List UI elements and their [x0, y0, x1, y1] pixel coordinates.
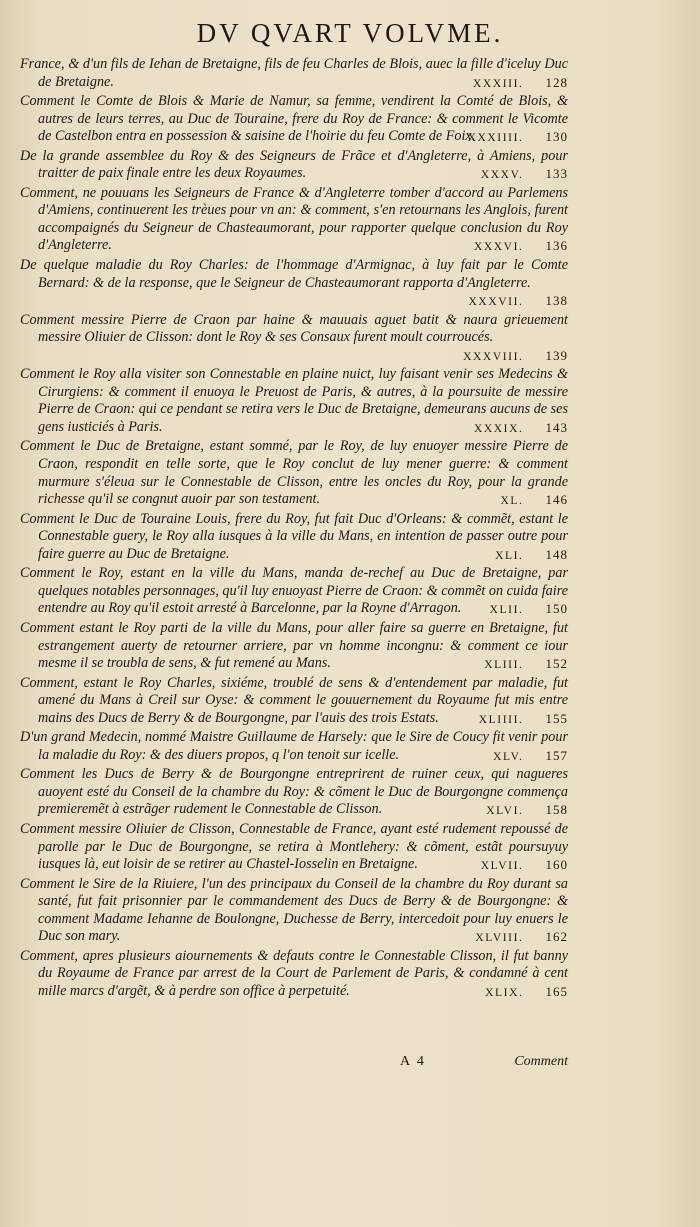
- chapter-reference: [473, 74, 568, 94]
- entry-text: Comment le Sire de la Riuiere, l'un des principaux du Conseil de la chambre du Roy durant sa santé, fut fait prisonnier par le commandement des Ducs de Berry & de Bourgongne: & comment Madame Iehanne de Boulongne, Duchesse de Berry, intercedoit pour luy enuers le Duc son mary.: [20, 875, 568, 945]
- chapter-reference: [493, 747, 568, 767]
- entry-text: Comment le Roy, estant en la ville du Mans, manda de-rechef au Duc de Bretaigne, par quelques notables personnages, qu'il luy enuoyast Pierre de Craon: & commẽt on cuida faire entendre au Roy qu'il estoit arresté à Barcelonne, par la Royne d'Arragon.: [20, 565, 568, 617]
- page-number: 157: [545, 747, 568, 763]
- page-number: 139: [545, 347, 568, 363]
- toc-entry: [20, 821, 568, 876]
- chapter-number: XXXVI.: [473, 241, 524, 254]
- toc-entry: [20, 948, 568, 1003]
- entry-text: Comment le Roy alla visiter son Connestable en plaine nuict, luy faisant venir ses Medecins & Cirurgiens: & comment il enuoya le Preuost de Paris, & autres, à la poursuite de messire Pierre de Craon: qui ce pendant se retira vers le Duc de Bretaigne, demeurans aucuns de ses gens iusticiés à Paris.: [20, 366, 568, 435]
- chapter-number: XXXIIII.: [467, 132, 524, 145]
- page-number: 146: [545, 492, 568, 508]
- entry-text: Comment les Ducs de Berry & de Bourgongne entreprirent de ruiner ceux, qui nagueres auoyent esté du Conseil de la chambre du Roy: & cõment le Duc de Bourgongne commença premieremẽt à estrãger rudement le Connestable de Clisson.: [20, 766, 568, 818]
- page-number: 162: [545, 929, 568, 945]
- page-number: 133: [545, 166, 568, 182]
- entry-text: Comment messire Oliuier de Clisson, Connestable de France, ayant esté rudement repoussé de parolle par le Duc de Bourgongne, se retira à Montlehery: & cõment, estãt poursuyuy iusques là, eut loisir de se retirer au Chastel-Iosselin en Bretaigne.: [20, 820, 568, 873]
- toc-entry: [20, 185, 568, 257]
- toc-entry: [20, 257, 568, 312]
- chapter-number: XLIX.: [485, 986, 524, 999]
- chapter-reference: [475, 928, 568, 948]
- entry-text: France, & d'un fils de Iehan de Bretaigne, fils de feu Charles de Blois, auec la fille d'iceluy Duc de Bretaigne.: [20, 56, 568, 90]
- page-number: 155: [545, 710, 568, 726]
- signature-mark: A 4: [400, 1054, 426, 1069]
- toc-entry: [20, 56, 568, 93]
- chapter-number: XLVI.: [486, 805, 524, 818]
- toc-entry: [20, 876, 568, 948]
- chapter-number: XXXVIII.: [463, 350, 524, 363]
- page-number: 148: [545, 546, 568, 562]
- chapter-reference: [473, 237, 568, 257]
- page-number: 143: [545, 419, 568, 435]
- entry-text: Comment, ne pouuans les Seigneurs de France & d'Angleterre tomber d'accord au Parlemens d'Amiens, continuerent les trèues pour vn an: & comment, s'en retournans les Anglois, furent accompaignés du Seigneur de Chasteaumorant, pour rapporter quelque conclusion du Roy d'Angleterre.: [20, 184, 568, 254]
- toc-entry: [20, 93, 568, 148]
- entry-text: Comment estant le Roy parti de la ville du Mans, pour aller faire sa guerre en Bretaigne, fut estrangement auerty de retourner arriere, par vn homme incongnu: & comment ce iour mesme il se troubla de sens, & fut remené au Mans.: [20, 619, 568, 672]
- chapter-number: XLIII.: [484, 659, 524, 672]
- page-number: 138: [545, 293, 568, 309]
- chapter-number: XXXIII.: [473, 77, 524, 90]
- chapter-number: XLIIII.: [478, 713, 524, 726]
- page-number: 158: [545, 802, 568, 818]
- chapter-reference: [463, 347, 568, 367]
- chapter-reference: [480, 165, 568, 185]
- chapter-reference: [485, 983, 568, 1003]
- page-number: 160: [545, 857, 568, 873]
- chapter-reference: [500, 491, 568, 511]
- page-number: 130: [545, 129, 568, 145]
- chapter-number: XLVIII.: [475, 932, 524, 945]
- chapter-reference: [486, 801, 568, 821]
- chapter-number: XXXV.: [480, 169, 524, 182]
- chapter-reference: [480, 856, 568, 876]
- chapter-reference: [478, 710, 568, 730]
- chapter-number: XLVII.: [480, 860, 524, 873]
- entry-text: Comment, estant le Roy Charles, sixiéme, troublé de sens & d'entendement par maladie, fut amené du Mans à Creil sur Oyse: & comment le gouuernement du Royaume fut mis entre mains des Ducs de Berry & de Bourgongne, par l'auis des trois Estats.: [20, 674, 568, 726]
- page-number: 128: [545, 74, 568, 90]
- entry-text: Comment le Comte de Blois & Marie de Namur, sa femme, vendirent la Comté de Blois, & autres de leurs terres, au Duc de Touraine, frere du Roy de France: & comment le Vicomte de Castelbon entra en possession & saisine de l'hoirie du feu Comte de Foix.: [20, 93, 568, 145]
- chapter-reference: [495, 546, 568, 566]
- toc-entry: [20, 675, 568, 730]
- entry-text: De quelque maladie du Roy Charles: de l'hommage d'Armignac, à luy fait par le Comte Bernard: & de la response, que le Seigneur de Chasteaumorant rapporta d'Angleterre.: [20, 257, 568, 291]
- page-number: 136: [545, 238, 568, 254]
- entry-text: Comment messire Pierre de Craon par haine & mauuais aguet batit & naura grieuement messire Oliuier de Clisson: dont le Roy & ses Consaux furent moult courroucés.: [20, 311, 568, 346]
- toc-entry: [20, 766, 568, 821]
- entry-text: De la grande assemblee du Roy & des Seigneurs de Frãce et d'Angleterre, à Amiens, pour traitter de paix finale entre les deux Royaumes.: [20, 147, 568, 182]
- chapter-number: XXXIX.: [473, 422, 524, 435]
- chapter-reference: [467, 128, 568, 148]
- toc-entry: [20, 565, 568, 620]
- chapter-number: XLI.: [495, 549, 524, 562]
- toc-entry: [20, 511, 568, 566]
- entry-text: D'un grand Medecin, nommé Maistre Guillaume de Harsely: que le Sire de Coucy fit venir pour la maladie du Roy: & des diuers propos, q l'on tenoit sur icelle.: [20, 729, 568, 763]
- toc-entry: [20, 148, 568, 185]
- page-number: 152: [545, 656, 568, 672]
- chapter-number: XLV.: [493, 750, 524, 763]
- entry-text: Comment, apres plusieurs aiournements & defauts contre le Connestable Clisson, il fut banny du Royaume de France par arrest de la Court de Parlement de Paris, & condamné à cent mille marcs d'argẽt, & à perdre son office à perpetuité.: [20, 947, 568, 999]
- chapter-number: XL.: [500, 495, 524, 508]
- entry-text: Comment le Duc de Bretaigne, estant sommé, par le Roy, de luy enuoyer messire Pierre de Craon, respondit en telle sorte, que le Roy conclut de luy mener guerre: & comment murmure s'éleua sur le Connestable de Clisson, entre les oncles du Roy, pour la grande richesse qu'il se congnut auoir par son testament.: [20, 438, 568, 508]
- table-of-contents: [20, 56, 568, 1002]
- chapter-number: XLII.: [489, 604, 524, 617]
- chapter-reference: [489, 600, 568, 620]
- toc-entry: [20, 620, 568, 675]
- toc-entry: [20, 438, 568, 510]
- toc-entry: [20, 312, 568, 367]
- page-number: 150: [545, 601, 568, 617]
- toc-entry: [20, 729, 568, 766]
- toc-entry: [20, 366, 568, 438]
- page-number: 165: [545, 983, 568, 999]
- catchword: Comment: [514, 1054, 568, 1069]
- chapter-reference: [473, 419, 568, 439]
- chapter-reference: [484, 655, 568, 675]
- entry-text: Comment le Duc de Touraine Louis, frere du Roy, fut fait Duc d'Orleans: & commẽt, estant le Connestable guery, le Roy alla iusques à la ville du Mans, en intention de passer outre pour faire guerre au Duc de Bretaigne.: [20, 510, 568, 562]
- running-header: DV QVART VOLVME.: [196, 18, 504, 48]
- chapter-number: XXXVII.: [468, 296, 524, 309]
- chapter-reference: [468, 292, 568, 312]
